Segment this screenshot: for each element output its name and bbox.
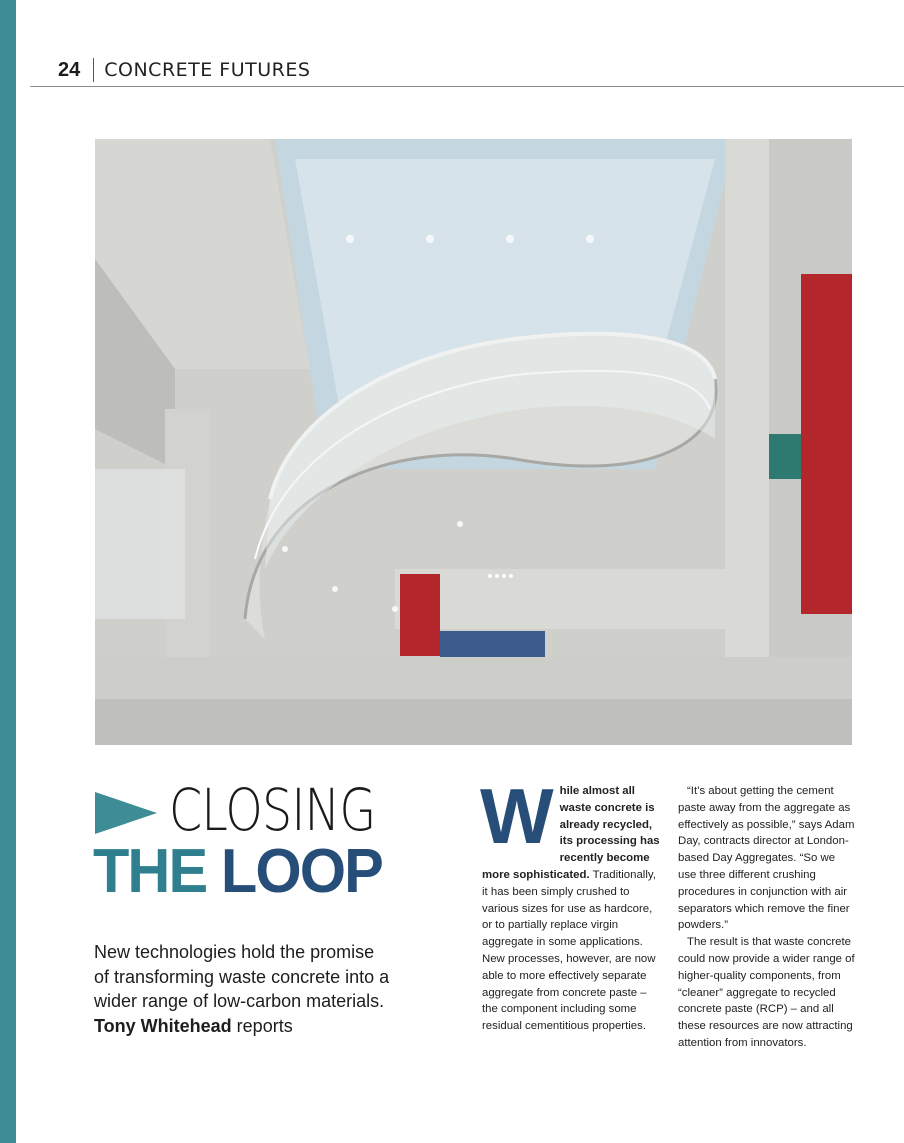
body-column-2 [678, 783, 856, 1052]
left-accent-bar [0, 0, 16, 1143]
author-name: Tony Whitehead [94, 1015, 232, 1036]
body-paragraph-1: Traditionally, it has been simply crushed to various sizes for use as hardcore, or to partially replace virgin aggregate in some applications. New processes, however, are now able to more effectively separate aggregate from concrete paste – the component including some residual cementitious properties. [482, 868, 656, 1033]
section-title: CONCRETE FUTURES [104, 59, 311, 81]
title-word-loop: LOOP [220, 837, 382, 906]
page-header [58, 56, 310, 84]
body-paragraph-3: The result is that waste concrete could now provide a wider range of higher-quality components, from “cleaner” aggregate to recycled concrete paste (RCP) – and all these resources are now attracting attention from innovators. [678, 936, 855, 1049]
standfirst [94, 940, 394, 1038]
standfirst-text: New technologies hold the promise of transforming waste concrete into a wider range of low-carbon materials. [94, 942, 390, 1011]
drop-cap: W [480, 772, 554, 860]
standfirst-suffix: reports [231, 1015, 293, 1036]
lead-text: hile almost all waste concrete is already recycled, its processing has recently become more sophisticated. [482, 785, 660, 881]
title-line-1: CLOSING [169, 776, 376, 844]
title-word-the: THE [93, 837, 221, 906]
play-arrow-icon [95, 792, 157, 834]
header-rule [30, 86, 904, 87]
header-separator [93, 58, 94, 82]
body-paragraph-2: “It’s about getting the cement paste away from the aggregate as effectively as possible,” says Adam Day, contracts director at London-based Day Aggregates. “So we use three different crushing procedures in conjunction with air separators which remove the finer powders.” [678, 785, 855, 932]
staircase-photo [95, 139, 852, 745]
page-number: 24 [58, 58, 81, 81]
title-line-2 [93, 836, 382, 907]
body-column-1 [480, 772, 660, 1035]
